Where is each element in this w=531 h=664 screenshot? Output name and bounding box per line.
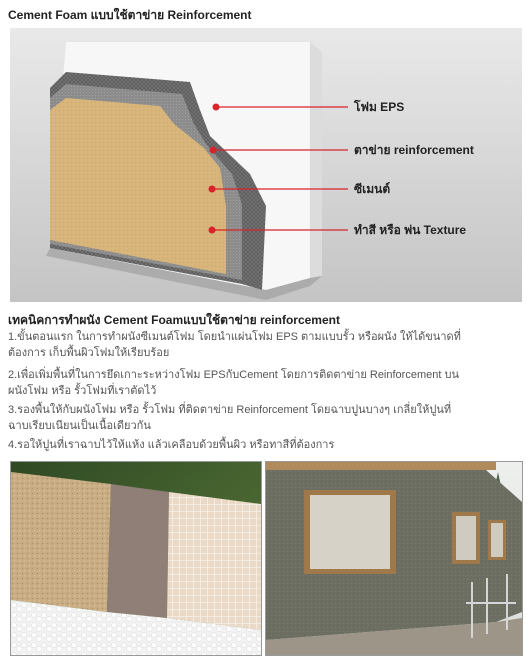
- mesh-section: [167, 492, 261, 630]
- scaffold-bar: [466, 602, 516, 604]
- label-foam-eps: โฟม EPS: [354, 100, 405, 114]
- foam-side-face: [310, 42, 322, 278]
- step-1-line-2: ต้องการ เก็บพื้นผิวโฟมให้เรียบร้อย: [8, 347, 170, 359]
- scaffold-pole: [486, 578, 488, 634]
- marker-dot-cement: [209, 186, 216, 193]
- label-cement: ซีเมนต์: [354, 182, 391, 196]
- page-title: Cement Foam แบบใช้ตาข่าย Reinforcement: [8, 8, 252, 22]
- roof-edge: [266, 462, 496, 470]
- step-2: [8, 367, 523, 399]
- step-4: [8, 437, 523, 453]
- cement-section: [107, 484, 169, 618]
- step-2-line-2: ผนังโฟม หรือ รั้วโฟมที่เราตัดไว้: [8, 385, 157, 397]
- step-3: [8, 402, 523, 434]
- sand-texture-section: [11, 472, 111, 612]
- window-opening: [310, 495, 390, 569]
- label-reinforcement-mesh: ตาข่าย reinforcement: [354, 143, 474, 157]
- step-1: [8, 329, 523, 361]
- marker-dot-mesh: [210, 147, 217, 154]
- step-4-line-1: 4.รอให้ปูนที่เราฉาบไว้ให้แห้ง แล้วเคลือบด้วยพื้นผิว หรือทาสีที่ต้องการ: [8, 439, 335, 451]
- window-opening: [491, 523, 503, 557]
- marker-dot-texture: [209, 227, 216, 234]
- step-3-line-2: ฉาบเรียบเนียนเป็นเนื้อเดียวกัน: [8, 420, 151, 432]
- window-opening: [456, 516, 476, 560]
- techniques-title: เทคนิคการทำผนัง Cement Foamแบบใช้ตาข่าย reinforcement: [8, 313, 340, 327]
- step-2-line-1: 2.เพื่อเพิ่มพื้นที่ในการยึดเกาะระหว่างโฟม EPSกับCement โดยการติดตาข่าย Reinforcement บน: [8, 369, 459, 381]
- scaffold-pole: [471, 582, 473, 638]
- wall-layer-diagram: [10, 28, 522, 302]
- step-3-line-1: 3.รองพื้นให้กับผนังโฟม หรือ รั้วโฟม ที่ติดตาข่าย Reinforcement โดยฉาบปูนบางๆ เกลี่ยให้ปูนที่: [8, 404, 452, 416]
- house-construction-photo: [265, 461, 523, 656]
- layer-illustration: [10, 28, 522, 302]
- step-1-line-1: 1.ขั้นตอนแรก ในการทำผนังซีเมนต์โฟม โดยนำแผ่นโฟม EPS ตามแบบรั้ว หรือผนัง ให้ได้ขนาดที่: [8, 331, 461, 343]
- panel-sample-photo: [10, 461, 262, 656]
- label-paint-texture: ทำสี หรือ พ่น Texture: [354, 223, 467, 237]
- marker-dot-foam: [213, 104, 220, 111]
